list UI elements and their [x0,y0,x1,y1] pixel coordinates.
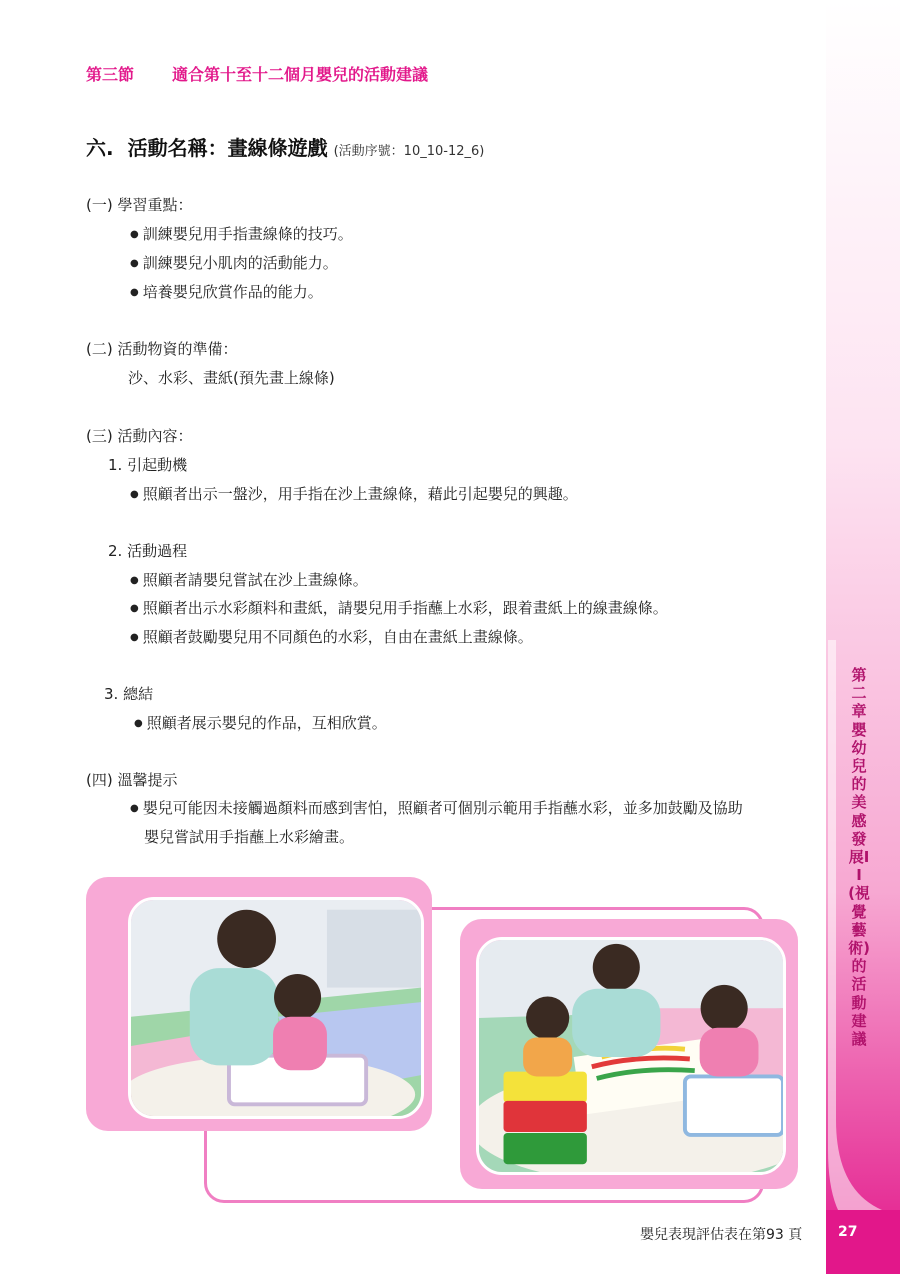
materials-text: 沙、水彩、畫紙(預先畫上線條) [128,369,335,387]
list-item: ● 照顧者出示一盤沙，用手指在沙上畫線條，藉此引起嬰兒的興趣。 [130,483,578,504]
tip-line: ● 嬰兒可能因未接觸過顏料而感到害怕，照顧者可個別示範用手指蘸水彩，並多加鼓勵及協助 [130,797,743,818]
chapter-sidebar [822,0,900,1274]
list-item: ● 訓練嬰兒小肌肉的活動能力。 [130,252,338,273]
page-number: 27 [838,1224,858,1240]
photo-sand-drawing [128,897,424,1119]
list-item: ● 照顧者出示水彩顏料和畫紙，請嬰兒用手指蘸上水彩，跟着畫紙上的線畫線條。 [130,597,668,618]
materials-heading: (二) 活動物資的準備： [86,340,238,358]
activity-serial: (活動序號：10_10-12_6) [333,144,485,159]
step-title: 2. 活動過程 [108,542,188,560]
photo-finger-painting [476,937,786,1175]
list-item: ● 培養嬰兒欣賞作品的能力。 [130,281,323,302]
photo-card-left [86,877,432,1131]
learning-focus-heading: (一) 學習重點： [86,196,193,214]
activity-name: 活動名稱：畫線條遊戲 [127,136,328,160]
section-title: 適合第十至十二個月嬰兒的活動建議 [172,65,429,84]
list-item: ● 訓練嬰兒用手指畫線條的技巧。 [130,223,353,244]
activity-title [86,132,484,161]
chapter-title: 第二章 嬰幼兒的美感發展II(視覺藝術)的活動建議 [848,666,870,1049]
tip-line-continued: 嬰兒嘗試用手指蘸上水彩繪畫。 [144,828,355,846]
assessment-reference: 嬰兒表現評估表在第93 頁 [640,1227,803,1243]
list-item: ● 照顧者鼓勵嬰兒用不同顏色的水彩，自由在畫紙上畫線條。 [130,626,533,647]
section-header [86,62,428,85]
section-label: 第三節 [86,65,135,84]
step-title: 3. 總結 [104,685,154,703]
content-heading: (三) 活動內容： [86,427,193,445]
list-item: ● 照顧者請嬰兒嘗試在沙上畫線條。 [130,569,368,590]
photo-card-right [460,919,798,1189]
tips-heading: (四) 溫馨提示 [86,771,178,789]
list-item: ● 照顧者展示嬰兒的作品，互相欣賞。 [134,712,387,733]
step-title: 1. 引起動機 [108,456,188,474]
activity-number: 六. [86,136,114,160]
